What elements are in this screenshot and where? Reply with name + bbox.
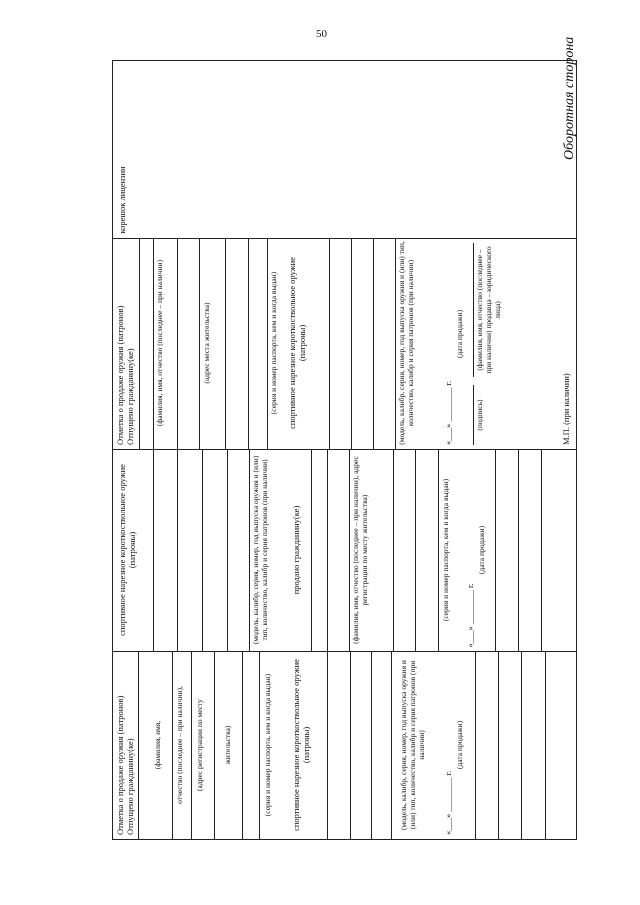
license-stub-column [113, 61, 576, 238]
caption-seller: (фамилия, имя, отчество (последнее – при наличии) продавца – юридического лица) [475, 246, 502, 374]
field-line [225, 239, 226, 449]
field-line [177, 450, 178, 651]
field-line [227, 450, 228, 651]
field-line [545, 652, 546, 839]
side-title: Оборотная сторона [562, 36, 577, 160]
sold-to-citizen-label: продано гражданину(ке) [291, 505, 301, 595]
field-line [518, 450, 519, 651]
field-line [541, 450, 542, 651]
weapon-type-label: спортивное нарезное короткоствольное оружие (патроны) [117, 464, 137, 636]
caption-residence: (адрес места жительства) [202, 302, 211, 384]
caption-patronymic: отчество (последнее – при наличии), [175, 686, 184, 804]
caption-sale-date: (дата продажи) [477, 525, 486, 575]
field-line [214, 652, 215, 839]
field-line [373, 239, 374, 449]
field-line [153, 450, 154, 651]
field-line [172, 652, 173, 839]
field-line [329, 239, 330, 449]
field-line [177, 239, 178, 449]
field-line [311, 450, 312, 651]
field-line [415, 450, 416, 651]
caption-model: (модель, калибр, серия, номер, год выпуска оружия и (или) тип, количество, калибр и серия патронов (при наличии) [251, 455, 269, 645]
field-line [327, 450, 328, 651]
caption-full-name: (фамилия, имя, отчество (последнее – при наличии) [155, 259, 164, 427]
caption-name-address: (фамилия, имя, отчество (последнее – при наличии), адрес регистрации по месту жительства) [351, 456, 369, 644]
seller-name-line [473, 243, 474, 377]
field-line [349, 450, 350, 651]
caption-model: (модель, калибр, серия, номер, год выпуска оружия и (или) тип, количество, калибр и серия патронов (при наличии) [397, 241, 415, 445]
sale-date-field: «___» ________ г. [443, 380, 453, 445]
caption-sale-date: (дата продажи) [455, 309, 464, 359]
field-line [521, 652, 522, 839]
sale-mark-column-2 [113, 449, 576, 651]
field-line [248, 239, 249, 449]
field-line [438, 450, 439, 651]
caption-model: (модель, калибр, серия, номер, год выпуска оружия и (или) тип, количество, калибр и серия патронов (при наличии) [399, 660, 426, 830]
field-line [242, 652, 243, 839]
sale-mark-heading: Отметка о продаже оружия (патронов) [115, 695, 125, 835]
field-line [267, 239, 268, 449]
field-line [191, 652, 192, 839]
caption-sale-date: (дата продажи) [455, 720, 464, 770]
caption-signature: (подпись) [475, 399, 484, 431]
field-line [350, 652, 351, 839]
field-line [351, 239, 352, 449]
sale-mark-column-1 [113, 651, 576, 839]
page-number: 50 [316, 28, 327, 40]
sale-date-field: «___» ________ г. [465, 583, 475, 648]
caption-registration-2: жительства) [223, 725, 232, 765]
field-line [371, 652, 372, 839]
field-line [199, 239, 200, 449]
weapon-type-label: спортивное нарезное короткоствольное оружие (патроны) [291, 659, 311, 831]
sale-mark-column-3 [113, 238, 576, 449]
field-line [139, 239, 140, 449]
field-line [498, 652, 499, 839]
field-line [495, 450, 496, 651]
caption-passport: (серия и номер паспорта, кем и когда выдан) [269, 271, 278, 415]
signature-line [473, 385, 474, 445]
license-stub-label: корешок лицензии [117, 166, 127, 234]
field-line [393, 450, 394, 651]
caption-registration-1: (адрес регистрации по месту [195, 698, 204, 792]
sold-to-citizen-label: Отпущено гражданину(ке) [125, 348, 135, 445]
sale-date-field: «___» ________ г. [443, 770, 453, 835]
sale-mark-heading: Отметка о продаже оружия (патронов) [115, 305, 125, 445]
caption-name: (фамилия, имя, [153, 720, 162, 770]
stamp-label: М.П. (при наличии) [561, 373, 571, 445]
field-line [327, 652, 328, 839]
sold-to-citizen-label: Отпущено гражданину(ке) [125, 738, 135, 835]
rotated-form-sheet [112, 36, 577, 840]
caption-passport: (серия и номер паспорта, кем и когда выдан) [263, 673, 272, 817]
field-line [259, 652, 260, 839]
weapon-type-label: спортивное нарезное короткоствольное оружие (патроны) [287, 257, 307, 429]
field-line [138, 652, 139, 839]
field-line [249, 450, 250, 651]
license-form-table [112, 60, 577, 840]
field-line [475, 652, 476, 839]
field-line [202, 450, 203, 651]
field-line [391, 652, 392, 839]
caption-passport: (серия и номер паспорта, кем и когда выдан) [441, 478, 450, 622]
field-line [395, 239, 396, 449]
field-line [153, 239, 154, 449]
